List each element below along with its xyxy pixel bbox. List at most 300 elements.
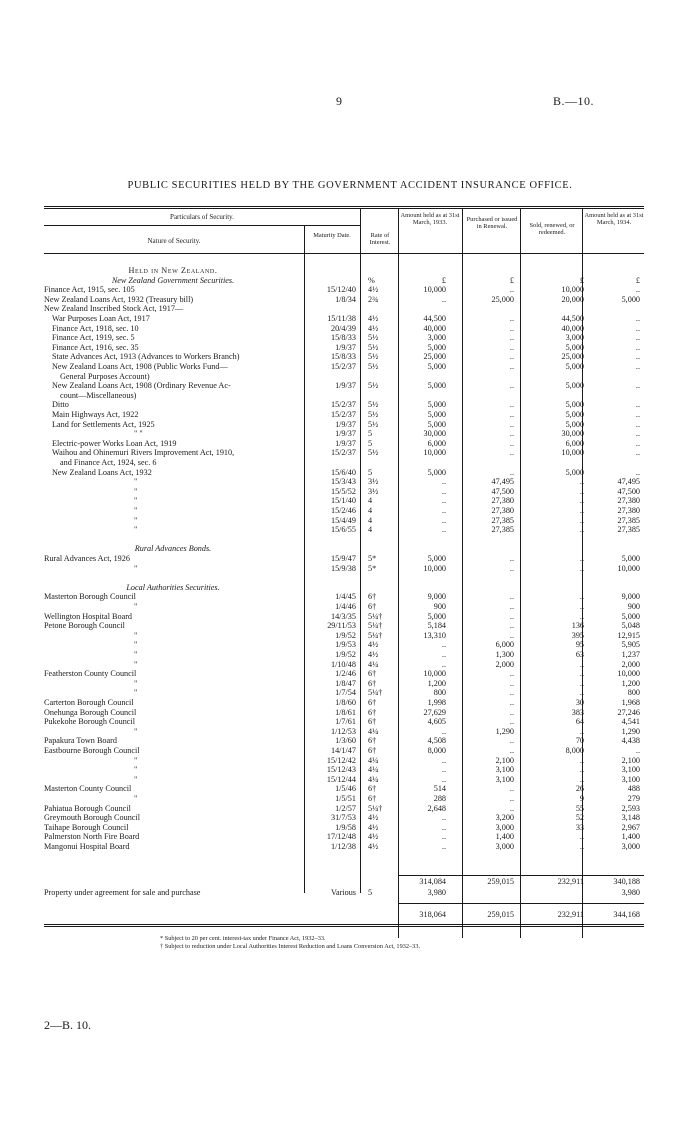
amount-held-1934: 3,000 (621, 842, 640, 851)
maturity-date: 15/9/47 (330, 554, 356, 563)
maturity-date: 1/10/48 (330, 659, 356, 669)
amount-held-1934: 9,000 (621, 592, 640, 602)
amount-held-1933: 40,000 (423, 323, 446, 333)
amount-held-1933: .. (441, 813, 446, 823)
table-row (44, 372, 644, 381)
header-held-1933: Amount held as at 31st March, 1933. (400, 212, 460, 227)
table-row (44, 554, 644, 563)
interest-rate: 6† (368, 707, 377, 717)
table-row (44, 765, 644, 774)
maturity-date: 1/4/45 (335, 592, 356, 602)
amount-held-1934: .. (635, 362, 640, 371)
security-name: Finance Act, 1916, sec. 35 (52, 342, 139, 352)
amount-held-1933: .. (441, 842, 446, 851)
table-row (44, 314, 644, 323)
amount-held-1933: 900 (433, 602, 446, 611)
amount-sold: .. (579, 506, 584, 515)
amount-held-1934: 47,495 (617, 477, 640, 487)
amount-purchased: .. (509, 563, 514, 573)
amount-held-1934: 5,905 (621, 640, 640, 650)
amount-purchased: .. (509, 602, 514, 611)
amount-held-1933: .. (441, 755, 446, 765)
property-name: Property under agreement for sale and purchase (44, 888, 201, 897)
amount-purchased: .. (509, 314, 514, 323)
amount-purchased: 3,000 (495, 842, 514, 851)
security-name: " (134, 525, 138, 535)
amount-held-1934: 1,400 (621, 832, 640, 842)
security-name: Ditto (52, 400, 69, 410)
amount-held-1934: 27,385 (617, 515, 640, 525)
interest-rate: 3½ (368, 477, 379, 487)
amount-purchased: 6,000 (495, 640, 514, 650)
amount-held-1933: 4,605 (427, 717, 446, 727)
footnote: * Subject to 20 per cent. interest-tax under Finance Act, 1932–33. (160, 935, 326, 942)
amount-held-1933: 4,508 (427, 736, 446, 746)
maturity-date: 1/8/47 (335, 678, 356, 688)
table-bottom-rule-2 (44, 926, 644, 927)
amount-held-1934: 4,541 (621, 717, 640, 727)
table-row (44, 276, 644, 285)
property-row (44, 888, 644, 897)
amount-purchased: .. (509, 794, 514, 803)
amount-sold: .. (579, 765, 584, 775)
amount-sold: 5,000 (565, 381, 584, 391)
security-name: " (134, 678, 138, 688)
table-row (44, 784, 644, 793)
amount-sold: .. (579, 669, 584, 679)
security-name: count—Miscellaneous) (60, 390, 137, 400)
amount-held-1933: .. (441, 486, 446, 496)
maturity-date: 15/2/37 (330, 362, 356, 371)
amount-held-1934: 3,148 (621, 813, 640, 823)
interest-rate: 4¼ (368, 765, 379, 775)
maturity-date: 1/8/60 (335, 698, 356, 707)
maturity-date: 15/4/49 (330, 515, 356, 525)
interest-rate: 4¼ (368, 726, 379, 736)
table-row (44, 516, 644, 525)
amount-held-1934: .. (635, 746, 640, 755)
amount-purchased: 1,300 (495, 650, 514, 659)
amount-purchased: .. (509, 554, 514, 563)
header-nature: Nature of Security. (147, 237, 201, 245)
total-rule (398, 903, 644, 904)
amount-held-1933: 8,000 (427, 746, 446, 755)
amount-purchased: .. (509, 678, 514, 688)
maturity-date: 1/5/51 (335, 794, 356, 803)
table-row (44, 669, 644, 678)
maturity-date: 1/12/53 (330, 726, 356, 736)
maturity-date: 1/9/37 (335, 342, 356, 352)
page-reference: B.—10. (553, 94, 595, 108)
amount-held-1933: .. (441, 496, 446, 506)
interest-rate: 5½ (368, 400, 379, 410)
amount-sold: 5,000 (565, 467, 584, 477)
maturity-date: 1/9/37 (335, 429, 356, 439)
maturity-date: 15/9/38 (330, 563, 356, 573)
maturity-date: 1/3/60 (335, 736, 356, 746)
interest-rate: 4½ (368, 323, 379, 333)
security-name: Local Authorities Securities. (126, 582, 220, 592)
security-name: " (134, 506, 138, 515)
amount-held-1933: 10,000 (423, 285, 446, 295)
amount-purchased: .. (509, 698, 514, 707)
amount-purchased: 27,385 (491, 515, 514, 525)
property-rate: 5 (368, 888, 373, 897)
amount-purchased: 27,385 (491, 525, 514, 535)
amount-held-1933: 1,200 (427, 678, 446, 688)
table-row (44, 429, 644, 438)
table-row (44, 544, 644, 553)
amount-purchased: .. (509, 746, 514, 755)
header-particulars: Particulars of Security. (170, 213, 234, 221)
security-name: " (134, 630, 138, 640)
table-row (44, 525, 644, 534)
interest-rate: 6† (368, 602, 377, 611)
amount-held-1933: 2,648 (427, 803, 446, 813)
interest-rate: 5* (368, 563, 377, 573)
amount-purchased: .. (509, 419, 514, 429)
amount-purchased: .. (509, 362, 514, 371)
amount-sold: .. (579, 774, 584, 784)
table-row (44, 823, 644, 832)
amount-held-1934: £ (635, 275, 640, 285)
amount-held-1933: 5,000 (427, 410, 446, 419)
footer-reference: 2—B. 10. (44, 1018, 92, 1032)
amount-purchased: .. (509, 467, 514, 477)
amount-held-1934: 5,000 (621, 294, 640, 304)
amount-held-1933: 25,000 (423, 352, 446, 362)
amount-held-1934: 27,380 (617, 506, 640, 515)
subtotal-held: 314,084 (419, 877, 446, 886)
table-top-rule-2 (44, 208, 644, 209)
amount-held-1933: .. (441, 506, 446, 515)
table-row (44, 362, 644, 371)
total-purchased: 259,015 (487, 910, 514, 919)
interest-rate: 5½ (368, 419, 379, 429)
interest-rate: 5½ (368, 381, 379, 391)
amount-held-1933: .. (441, 640, 446, 650)
interest-rate: 4 (368, 506, 373, 515)
amount-sold: .. (579, 755, 584, 765)
table-row (44, 660, 644, 669)
interest-rate: 5¼† (368, 688, 383, 698)
interest-rate: 5* (368, 554, 377, 563)
amount-held-1933: .. (441, 515, 446, 525)
property-held-end: 3,980 (621, 888, 640, 897)
maturity-date: 1/12/38 (330, 842, 356, 851)
amount-sold: 5,000 (565, 342, 584, 352)
interest-rate: 4½ (368, 285, 379, 295)
security-name: " (134, 650, 138, 659)
amount-sold: 30,000 (561, 429, 584, 439)
amount-sold: .. (579, 688, 584, 698)
amount-held-1934: 279 (627, 794, 640, 803)
amount-held-1933: 5,184 (427, 621, 446, 631)
amount-held-1933: .. (441, 477, 446, 487)
table-row (44, 439, 644, 448)
interest-rate: 5¼† (368, 621, 383, 631)
table-row (44, 708, 644, 717)
interest-rate: 5½ (368, 410, 379, 419)
interest-rate: 6† (368, 669, 377, 679)
amount-held-1933: 10,000 (423, 669, 446, 679)
security-name: New Zealand Loans Act, 1908 (Ordinary Revenue Ac- (52, 381, 231, 391)
amount-held-1933: 5,000 (427, 611, 446, 621)
amount-sold: .. (579, 554, 584, 563)
maturity-date: 15/2/37 (330, 410, 356, 419)
maturity-date: 15/12/42 (326, 755, 356, 765)
amount-purchased: .. (509, 429, 514, 439)
amount-purchased: .. (509, 285, 514, 295)
table-row (44, 832, 644, 841)
maturity-date: 1/9/52 (335, 630, 356, 640)
interest-rate: 5½ (368, 333, 379, 343)
amount-held-1933: 10,000 (423, 563, 446, 573)
amount-sold: .. (579, 611, 584, 621)
interest-rate: 6† (368, 678, 377, 688)
interest-rate: 4½ (368, 314, 379, 323)
header-maturity: Maturity Date. (313, 232, 351, 239)
amount-held-1933: 514 (433, 784, 446, 794)
table-row (44, 804, 644, 813)
interest-rate: 4¼ (368, 774, 379, 784)
amount-held-1934: 2,593 (621, 803, 640, 813)
amount-sold: 5,000 (565, 410, 584, 419)
amount-held-1934: 5,000 (621, 611, 640, 621)
interest-rate: 4¼ (368, 659, 379, 669)
amount-purchased: 27,380 (491, 506, 514, 515)
security-name: Finance Act, 1915, sec. 105 (44, 285, 135, 295)
security-name: Finance Act, 1918, sec. 10 (52, 323, 139, 333)
security-name: War Purposes Loan Act, 1917 (52, 314, 150, 323)
amount-purchased: 25,000 (491, 294, 514, 304)
table-row (44, 458, 644, 467)
table-row (44, 756, 644, 765)
table-row (44, 343, 644, 352)
amount-sold: 25,000 (561, 352, 584, 362)
amount-held-1933: 5,000 (427, 419, 446, 429)
amount-purchased: 3,100 (495, 774, 514, 784)
amount-sold: .. (579, 726, 584, 736)
amount-held-1933: 10,000 (423, 448, 446, 458)
amount-purchased: .. (509, 784, 514, 794)
maturity-date: 17/12/48 (326, 832, 356, 842)
amount-held-1934: .. (635, 410, 640, 419)
security-name: " (134, 515, 138, 525)
maturity-date: 20/4/39 (330, 323, 356, 333)
maturity-date: 1/2/46 (335, 669, 356, 679)
table-row (44, 448, 644, 457)
amount-held-1933: .. (441, 822, 446, 832)
maturity-date: 15/12/44 (326, 774, 356, 784)
amount-held-1933: £ (441, 275, 446, 285)
maturity-date: 15/8/33 (330, 333, 356, 343)
interest-rate: 4½ (368, 822, 379, 832)
amount-held-1933: 5,000 (427, 400, 446, 410)
amount-purchased: .. (509, 410, 514, 419)
footnotes (160, 935, 420, 950)
amount-held-1934: .. (635, 467, 640, 477)
amount-purchased: 27,380 (491, 496, 514, 506)
amount-held-1933: 5,000 (427, 362, 446, 371)
amount-held-1934: 1,290 (621, 726, 640, 736)
amount-purchased: 47,500 (491, 486, 514, 496)
amount-purchased: 3,000 (495, 822, 514, 832)
header-bottom-rule (44, 253, 644, 254)
amount-held-1933: .. (441, 294, 446, 304)
amount-held-1934: 47,500 (617, 486, 640, 496)
amount-purchased: 3,200 (495, 813, 514, 823)
subtotal-held-end: 340,188 (613, 877, 640, 886)
amount-held-1933: 800 (433, 688, 446, 698)
amount-purchased: 1,400 (495, 832, 514, 842)
security-name: " (134, 765, 138, 775)
interest-rate: 6† (368, 784, 377, 794)
table-row (44, 391, 644, 400)
security-name: State Advances Act, 1913 (Advances to Workers Branch) (52, 352, 240, 362)
amount-sold: 55 (575, 803, 584, 813)
table-row (44, 592, 644, 601)
interest-rate: 5½ (368, 448, 379, 458)
amount-purchased: .. (509, 438, 514, 448)
amount-held-1933: 27,629 (423, 707, 446, 717)
maturity-date: 15/6/55 (330, 525, 356, 535)
amount-held-1934: 3,100 (621, 774, 640, 784)
interest-rate: 4 (368, 496, 373, 506)
amount-sold: .. (579, 477, 584, 487)
table-row (44, 602, 644, 611)
subtotal-sold: 232,911 (557, 877, 584, 886)
amount-purchased: 47,495 (491, 477, 514, 487)
amount-held-1934: 5,000 (621, 554, 640, 563)
amount-sold: .. (579, 496, 584, 506)
security-name: " (134, 563, 138, 573)
security-name: Mangonui Hospital Board (44, 842, 130, 851)
amount-sold: .. (579, 515, 584, 525)
amount-held-1933: 5,000 (427, 342, 446, 352)
maturity-date: 15/12/43 (326, 765, 356, 775)
amount-held-1933: 13,310 (423, 630, 446, 640)
security-name: Papakura Town Board (44, 736, 117, 746)
amount-purchased: 2,000 (495, 659, 514, 669)
amount-sold: 95 (575, 640, 584, 650)
amount-sold: 10,000 (561, 448, 584, 458)
amount-held-1934: .. (635, 342, 640, 352)
amount-purchased: .. (509, 400, 514, 410)
amount-held-1933: .. (441, 765, 446, 775)
amount-sold: 395 (571, 630, 584, 640)
amount-held-1934: .. (635, 314, 640, 323)
amount-purchased: .. (509, 803, 514, 813)
interest-rate: 5 (368, 467, 373, 477)
page-title: PUBLIC SECURITIES HELD BY THE GOVERNMENT ACCIDENT INSURANCE OFFICE. (127, 180, 573, 191)
security-name: Masterton Borough Council (44, 592, 136, 602)
table-bottom-rule (44, 924, 644, 925)
maturity-date: 15/12/40 (326, 285, 356, 295)
amount-sold: 5,000 (565, 419, 584, 429)
amount-purchased: .. (509, 342, 514, 352)
security-name: New Zealand Government Securities. (111, 275, 235, 285)
amount-sold: 10,000 (561, 285, 584, 295)
interest-rate: 5¼† (368, 630, 383, 640)
amount-sold: .. (579, 592, 584, 602)
amount-sold: .. (579, 602, 584, 611)
subtotal-rule (398, 875, 644, 876)
maturity-date: 15/1/40 (330, 496, 356, 506)
amount-sold: 6,000 (565, 438, 584, 448)
table-row (44, 775, 644, 784)
amount-purchased: .. (509, 333, 514, 343)
security-name: New Zealand Loans Act, 1932 (Treasury bill) (44, 294, 194, 304)
table-row (44, 717, 644, 726)
interest-rate: 5 (368, 429, 373, 439)
table-row (44, 698, 644, 707)
maturity-date: 15/3/43 (330, 477, 356, 487)
amount-held-1934: .. (635, 448, 640, 458)
security-name: Palmerston North Fire Board (44, 832, 140, 842)
security-name: Eastbourne Borough Council (44, 746, 140, 755)
interest-rate: 4½ (368, 650, 379, 659)
table-row (44, 410, 644, 419)
security-name: Pukekohe Borough Council (44, 717, 135, 727)
amount-held-1933: 30,000 (423, 429, 446, 439)
header-rate: Rate of Interest. (369, 232, 391, 247)
maturity-date: 1/9/58 (335, 822, 356, 832)
amount-held-1934: .. (635, 352, 640, 362)
security-name: Rural Advances Bonds. (134, 544, 212, 554)
maturity-date: 15/2/37 (330, 448, 356, 458)
maturity-date: 1/9/37 (335, 419, 356, 429)
interest-rate: 2¾ (368, 294, 379, 304)
security-name: " (134, 477, 138, 487)
amount-held-1933: 9,000 (427, 592, 446, 602)
security-name: Pahiatua Borough Council (44, 803, 131, 813)
header-held-1934: Amount held as at 31st March, 1934. (584, 212, 644, 227)
amount-purchased: .. (509, 707, 514, 717)
table-row (44, 746, 644, 755)
maturity-date: 1/9/53 (335, 640, 356, 650)
table-row (44, 324, 644, 333)
amount-held-1934: .. (635, 381, 640, 391)
interest-rate: % (368, 275, 375, 285)
amount-purchased: £ (509, 275, 514, 285)
amount-sold: £ (579, 275, 584, 285)
interest-rate: 4¼ (368, 755, 379, 765)
amount-sold: 33 (575, 822, 584, 832)
maturity-date: 15/11/38 (327, 314, 356, 323)
table-row (44, 381, 644, 390)
amount-purchased: 2,100 (495, 755, 514, 765)
table-row (44, 573, 644, 582)
table-row (44, 304, 644, 313)
amount-purchased: .. (509, 323, 514, 333)
amount-sold: .. (579, 842, 584, 851)
interest-rate: 6† (368, 794, 377, 803)
table-row (44, 640, 644, 649)
amount-held-1934: 900 (627, 602, 640, 611)
interest-rate: 4 (368, 525, 373, 535)
security-name: Taihape Borough Council (44, 822, 129, 832)
table-row (44, 794, 644, 803)
amount-held-1933: .. (441, 525, 446, 535)
table-row (44, 352, 644, 361)
amount-held-1934: 3,100 (621, 765, 640, 775)
security-name: Onehunga Borough Council (44, 707, 137, 717)
amount-held-1933: 44,500 (423, 314, 446, 323)
amount-sold: .. (579, 486, 584, 496)
security-name: Land for Settlements Act, 1925 (52, 419, 155, 429)
interest-rate: 3½ (368, 486, 379, 496)
